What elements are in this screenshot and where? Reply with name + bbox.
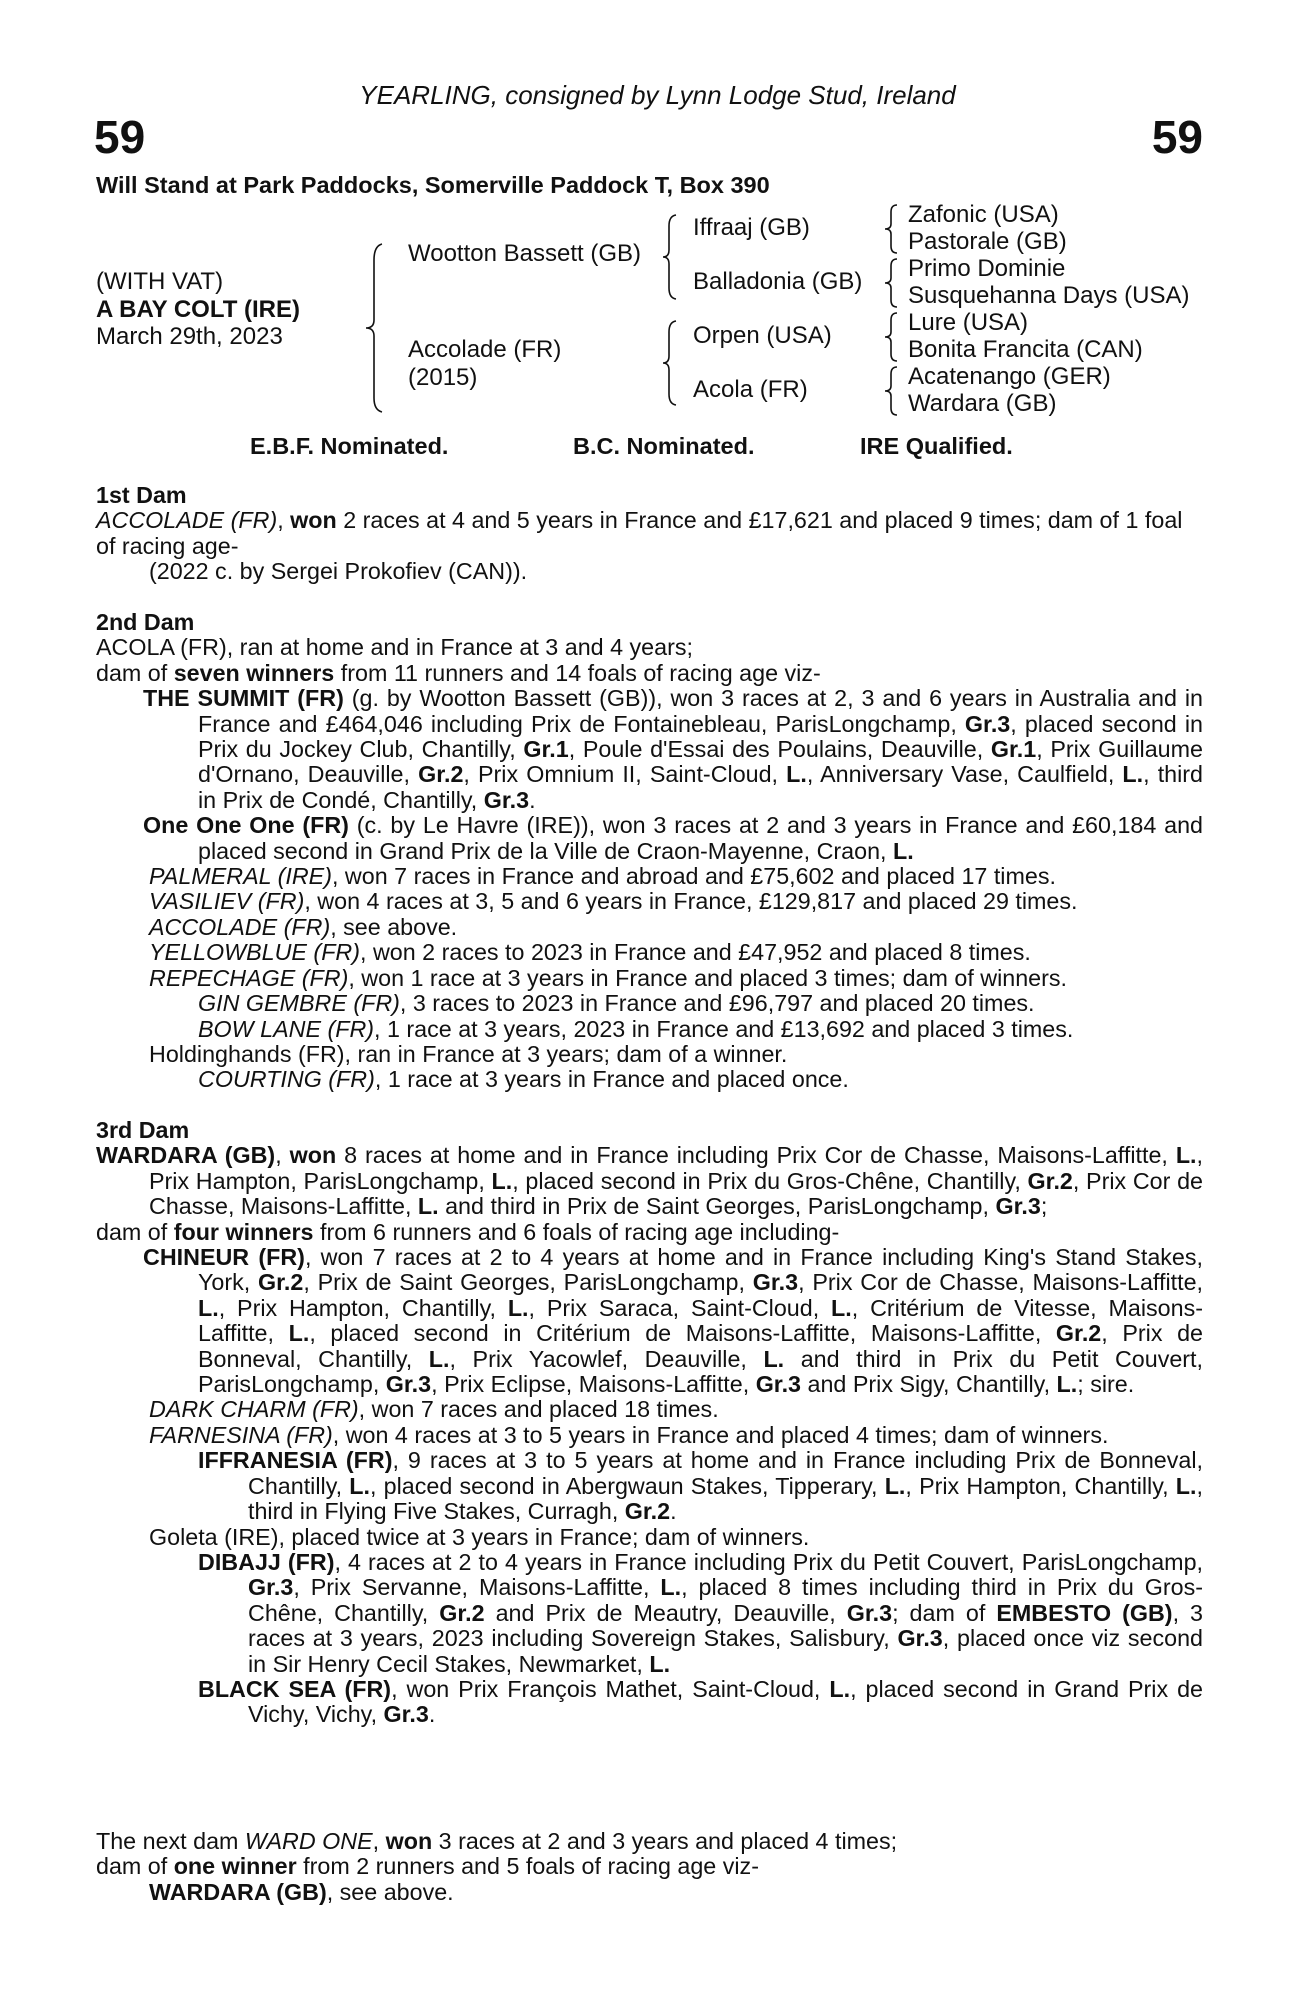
produce-dibajj: DIBAJJ (FR), 4 races at 2 to 4 years in France including Prix du Petit Couvert, ParisLongchamp, Gr.3, Prix Servanne, Maisons-Laffitte, L., placed 8 times including third in Prix du Gros-Chêne, Chantilly, Gr.2 and Prix de Meautry, Deauville, Gr.3; dam of EMBESTO (GB), 3 races at 3 years, 2023 including Sovereign Stakes, Salisbury, Gr.3, placed once viz second in Sir Henry Cecil Stakes, Newmarket, L.	[198, 1548, 1203, 1677]
ped-dss: Lure (USA)	[908, 309, 1029, 336]
brace-dam	[658, 318, 682, 408]
stand-location: Will Stand at Park Paddocks, Somerville Paddock T, Box 390	[96, 172, 770, 198]
produce-chineur: CHINEUR (FR), won 7 races at 2 to 4 years at home and in France including King's Stand Stakes, York, Gr.2, Prix de Saint Georges, ParisLongchamp, Gr.3, Prix Cor de Chasse, Maisons-Laffitte, L., Prix Hampton, Chantilly, L., Prix Saraca, Saint-Cloud, L., Critérium de Vitesse, Maisons-Laffitte, L., placed second in Critérium de Maisons-Laffitte, Maisons-Laffitte, Gr.2, Prix de Bonneval, Chantilly, L., Prix Yacowlef, Deauville, L. and third in Prix du Petit Couvert, ParisLongchamp, Gr.3, Prix Eclipse, Maisons-Laffitte, Gr.3 and Prix Sigy, Chantilly, L.; sire.	[143, 1244, 1204, 1398]
ped-dsd: Bonita Francita (CAN)	[908, 336, 1143, 363]
lot-number-right: 59	[1151, 111, 1203, 163]
produce-goleta: Goleta (IRE), placed twice at 3 years in France; dam of winners.	[149, 1523, 810, 1550]
produce-courting: COURTING (FR), 1 race at 3 years in France and placed once.	[198, 1066, 849, 1093]
first-dam-heading: 1st Dam	[96, 482, 187, 508]
third-dam-produce-summary: dam of four winners from 6 runners and 6 foals of racing age including-	[96, 1218, 840, 1245]
produce-one-one-one: One One One (FR) (c. by Le Havre (IRE)), won 3 races at 2 and 3 years in France and £60,184 and placed second in Grand Prix de la Ville de Craon-Mayenne, Craon, L.	[143, 812, 1203, 864]
produce-accolade: ACCOLADE (FR), see above.	[149, 913, 458, 940]
brace-sire	[658, 212, 682, 302]
produce-black-sea: BLACK SEA (FR), won Prix François Mathet, Saint-Cloud, L., placed second in Grand Prix de Vichy, Vichy, Gr.3.	[198, 1675, 1203, 1728]
lot-number-left: 59	[94, 111, 146, 163]
produce-wardara: WARDARA (GB), see above.	[149, 1878, 454, 1905]
horse-dob: March 29th, 2023	[96, 323, 283, 350]
brace-ds	[880, 310, 902, 364]
produce-vasiliev: VASILIEV (FR), won 4 races at 3, 5 and 6 years in France, £129,817 and placed 29 times.	[149, 888, 1078, 915]
next-dam-produce-summary: dam of one winner from 2 runners and 5 foals of racing age viz-	[96, 1853, 759, 1880]
ped-dds: Acatenango (GER)	[908, 363, 1111, 390]
produce-dark-charm: DARK CHARM (FR), won 7 races and placed 18 times.	[149, 1396, 719, 1423]
nomination-ebf: E.B.F. Nominated.	[250, 433, 449, 459]
next-dam-record: The next dam WARD ONE, won 3 races at 2 and 3 years and placed 4 times;	[96, 1828, 898, 1854]
ped-ddd: Wardara (GB)	[908, 390, 1057, 417]
brace-ss	[880, 202, 902, 256]
first-dam-foal: (2022 c. by Sergei Prokofiev (CAN)).	[149, 558, 528, 585]
ped-sss: Zafonic (USA)	[908, 201, 1059, 228]
consignment-line: YEARLING, consigned by Lynn Lodge Stud, Ireland	[359, 80, 956, 110]
ped-dam-year: (2015)	[408, 364, 478, 391]
ped-dam: Accolade (FR)	[408, 336, 562, 363]
produce-bow-lane: BOW LANE (FR), 1 race at 3 years, 2023 in France and £13,692 and placed 3 times.	[198, 1015, 1074, 1042]
second-dam-section	[96, 610, 1203, 1093]
brace-sd	[880, 256, 902, 310]
ped-ssd: Pastorale (GB)	[908, 228, 1067, 255]
produce-the-summit: THE SUMMIT (FR) (g. by Wootton Bassett (GB)), won 3 races at 2, 3 and 6 years in Australia and in France and £464,046 including Prix de Fontainebleau, ParisLongchamp, Gr.3, placed second in Prix du Jockey Club, Chantilly, Gr.1, Poule d'Essai des Poulains, Deauville, Gr.1, Prix Guillaume d'Ornano, Deauville, Gr.2, Prix Omnium II, Saint-Cloud, L., Anniversary Vase, Caulfield, L., third in Prix de Condé, Chantilly, Gr.3.	[143, 685, 1204, 813]
horse-name: A BAY COLT (IRE)	[96, 296, 301, 323]
ped-sd: Balladonia (GB)	[693, 268, 863, 295]
first-dam-text: ACCOLADE (FR), won 2 races at 4 and 5 years in France and £17,621 and placed 9 times; dam of 1 foal of racing age-	[96, 507, 1183, 559]
nomination-bc: B.C. Nominated.	[573, 433, 755, 459]
ped-ss: Iffraaj (GB)	[693, 214, 810, 241]
next-dam-section	[96, 1829, 1203, 1905]
first-dam-name: ACCOLADE (FR)	[96, 507, 278, 534]
produce-holdinghands: Holdinghands (FR), ran in France at 3 years; dam of a winner.	[149, 1040, 788, 1067]
second-dam-heading: 2nd Dam	[96, 609, 195, 635]
ped-sds: Primo Dominie	[908, 255, 1066, 282]
first-dam-section	[96, 483, 1203, 585]
third-dam-heading: 3rd Dam	[96, 1117, 190, 1143]
produce-farnesina: FARNESINA (FR), won 4 races at 3 to 5 years in France and placed 4 times; dam of winners.	[149, 1421, 1109, 1448]
ped-sire: Wootton Bassett (GB)	[408, 240, 641, 267]
produce-iffranesia: IFFRANESIA (FR), 9 races at 3 to 5 years at home and in France including Prix de Bonneval, Chantilly, L., placed second in Abergwaun Stakes, Tipperary, L., Prix Hampton, Chantilly, L., third in Flying Five Stakes, Curragh, Gr.2.	[198, 1447, 1203, 1525]
third-dam-record: WARDARA (GB), won 8 races at home and in France including Prix Cor de Chasse, Maisons-Laffitte, L., Prix Hampton, ParisLongchamp, L., placed second in Prix du Gros-Chêne, Chantilly, Gr.2, Prix Cor de Chasse, Maisons-Laffitte, L. and third in Prix de Saint Georges, ParisLongchamp, Gr.3;	[96, 1142, 1204, 1220]
third-dam-section	[96, 1118, 1203, 1728]
produce-repechage: REPECHAGE (FR), won 1 race at 3 years in France and placed 3 times; dam of winners.	[149, 964, 1068, 991]
produce-palmeral: PALMERAL (IRE), won 7 races in France and abroad and £75,602 and placed 17 times.	[149, 863, 1056, 890]
brace-main	[360, 240, 390, 415]
ped-sdd: Susquehanna Days (USA)	[908, 282, 1190, 309]
brace-dd	[880, 364, 902, 418]
produce-gin-gembre: GIN GEMBRE (FR), 3 races to 2023 in France and £96,797 and placed 20 times.	[198, 990, 1035, 1017]
vat-note: (WITH VAT)	[96, 268, 224, 295]
nomination-ire: IRE Qualified.	[860, 433, 1013, 459]
second-dam-intro: ACOLA (FR), ran at home and in France at 3 and 4 years;	[96, 634, 693, 661]
produce-yellowblue: YELLOWBLUE (FR), won 2 races to 2023 in France and £47,952 and placed 8 times.	[149, 939, 1031, 966]
ped-dd: Acola (FR)	[693, 376, 808, 403]
second-dam-produce-summary: dam of seven winners from 11 runners and 14 foals of racing age viz-	[96, 659, 821, 686]
ped-ds: Orpen (USA)	[693, 322, 832, 349]
